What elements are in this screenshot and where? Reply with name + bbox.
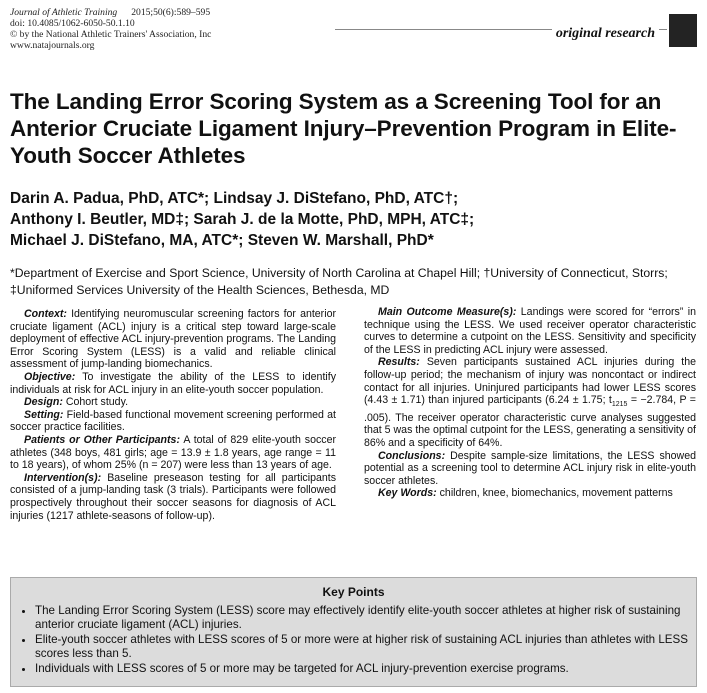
- key-point: • Elite-youth soccer athletes with LESS scores of 5 or more were at higher risk of sustaining ACL injuries than athletes with LESS scores less than 5.: [35, 633, 688, 661]
- key-points-box: [10, 577, 697, 687]
- abstract-intervention: Intervention(s): Baseline preseason testing for all participants consisted of a jump-landing task (3 trials). Participants were followed prospectively throughout their soccer seasons for diagnosis of ACL injuries (1217 athlete-seasons of follow-up).: [10, 471, 336, 522]
- author-line: Darin A. Padua, PhD, ATC*; Lindsay J. DiStefano, PhD, ATC†;: [10, 190, 459, 207]
- abstract-right-column: [364, 306, 696, 500]
- key-point: • Individuals with LESS scores of 5 or more may be targeted for ACL injury-prevention exercise programs.: [35, 662, 688, 676]
- abstract-outcome: Main Outcome Measure(s): Landings were scored for “errors” in technique using the LESS. We used receiver operator characteristic curves to determine a cutpoint on the LESS. Sensitivity and specificity of the LESS in predicting ACL injury were assessed.: [364, 306, 696, 356]
- abstract-setting: Setting: Field-based functional movement screening performed at soccer practice facilities.: [10, 408, 336, 434]
- abstract-context: Context: Identifying neuromuscular screening factors for anterior cruciate ligament (ACL) injury is a critical step toward large-scale deployment of effective ACL injury-prevention programs. The Landing Error Scoring System (LESS) is a valid and reliable clinical assessment of jump-landing biomechanics.: [10, 308, 336, 371]
- author-list: [10, 188, 700, 251]
- journal-header: [10, 7, 310, 51]
- abstract-keywords: Key Words: children, knee, biomechanics, movement patterns: [378, 487, 673, 500]
- abstract-design: Design: Cohort study.: [24, 396, 129, 409]
- abstract-participants: Patients or Other Participants: A total of 829 elite-youth soccer athletes (348 boys, 481 girls; age = 13.9 ± 1.8 years, age range = 11 to 18 years), of whom 25% (n = 207) were less than 13 years of age.: [10, 433, 337, 472]
- author-line: Anthony I. Beutler, MD‡; Sarah J. de la Motte, PhD, MPH, ATC‡;: [10, 211, 475, 228]
- key-point: • The Landing Error Scoring System (LESS) score may effectively identify elite-youth soccer athletes at higher risk of sustaining anterior cruciate ligament (ACL) injuries.: [35, 604, 688, 632]
- abstract-conclusions: Conclusions: Despite sample-size limitations, the LESS showed potential as a screening tool to determine ACL injury risk in elite-youth soccer athletes.: [364, 449, 696, 487]
- key-points-heading: Key Points: [322, 585, 385, 599]
- doi[interactable]: doi: 10.4085/1062-6050-50.1.10: [10, 18, 135, 29]
- article-title: The Landing Error Scoring System as a Screening Tool for an Anterior Cruciate Ligament Injury–Prevention Program in Elite-Youth Soccer Athletes: [10, 89, 677, 168]
- website[interactable]: www.natajournals.org: [10, 40, 95, 51]
- author-line: Michael J. DiStefano, MA, ATC*; Steven W. Marshall, PhD*: [10, 232, 434, 249]
- abstract-results: Results: Seven participants sustained ACL injuries during the follow-up period; the mechanism of injury was noncontact or indirect contact for all injuries. Uninjured participants had lower LESS scores (4.43 ± 1.71) than injured participants (6.24 ± 1.75; $t_{1215} = -2.784$, P = .005). The receiver operator characteristic curve analyses suggested that 5 was the optimal cutpoint for the LESS, generating a sensitivity of 86% and a specificity of 64%.: [364, 356, 696, 450]
- section-label: original research: [552, 26, 659, 42]
- key-points-list: [11, 604, 696, 676]
- section-banner: [335, 14, 667, 46]
- journal-name: Journal of Athletic Training: [10, 7, 118, 18]
- affiliations: *Department of Exercise and Sport Science, University of North Carolina at Chapel Hill; †University of Connecticut, Storrs; ‡Uniformed Services University of the Health Sciences, Bethesda, MD: [10, 266, 668, 297]
- banner-block: [669, 14, 697, 47]
- copyright: © by the National Athletic Trainers' Association, Inc: [10, 29, 212, 40]
- abstract-objective: Objective: To investigate the ability of the LESS to identify individuals at risk for ACL injury in an elite-youth soccer population.: [10, 370, 336, 396]
- journal-citation: 2015;50(6):589–595: [131, 7, 211, 18]
- abstract-left-column: [10, 308, 336, 522]
